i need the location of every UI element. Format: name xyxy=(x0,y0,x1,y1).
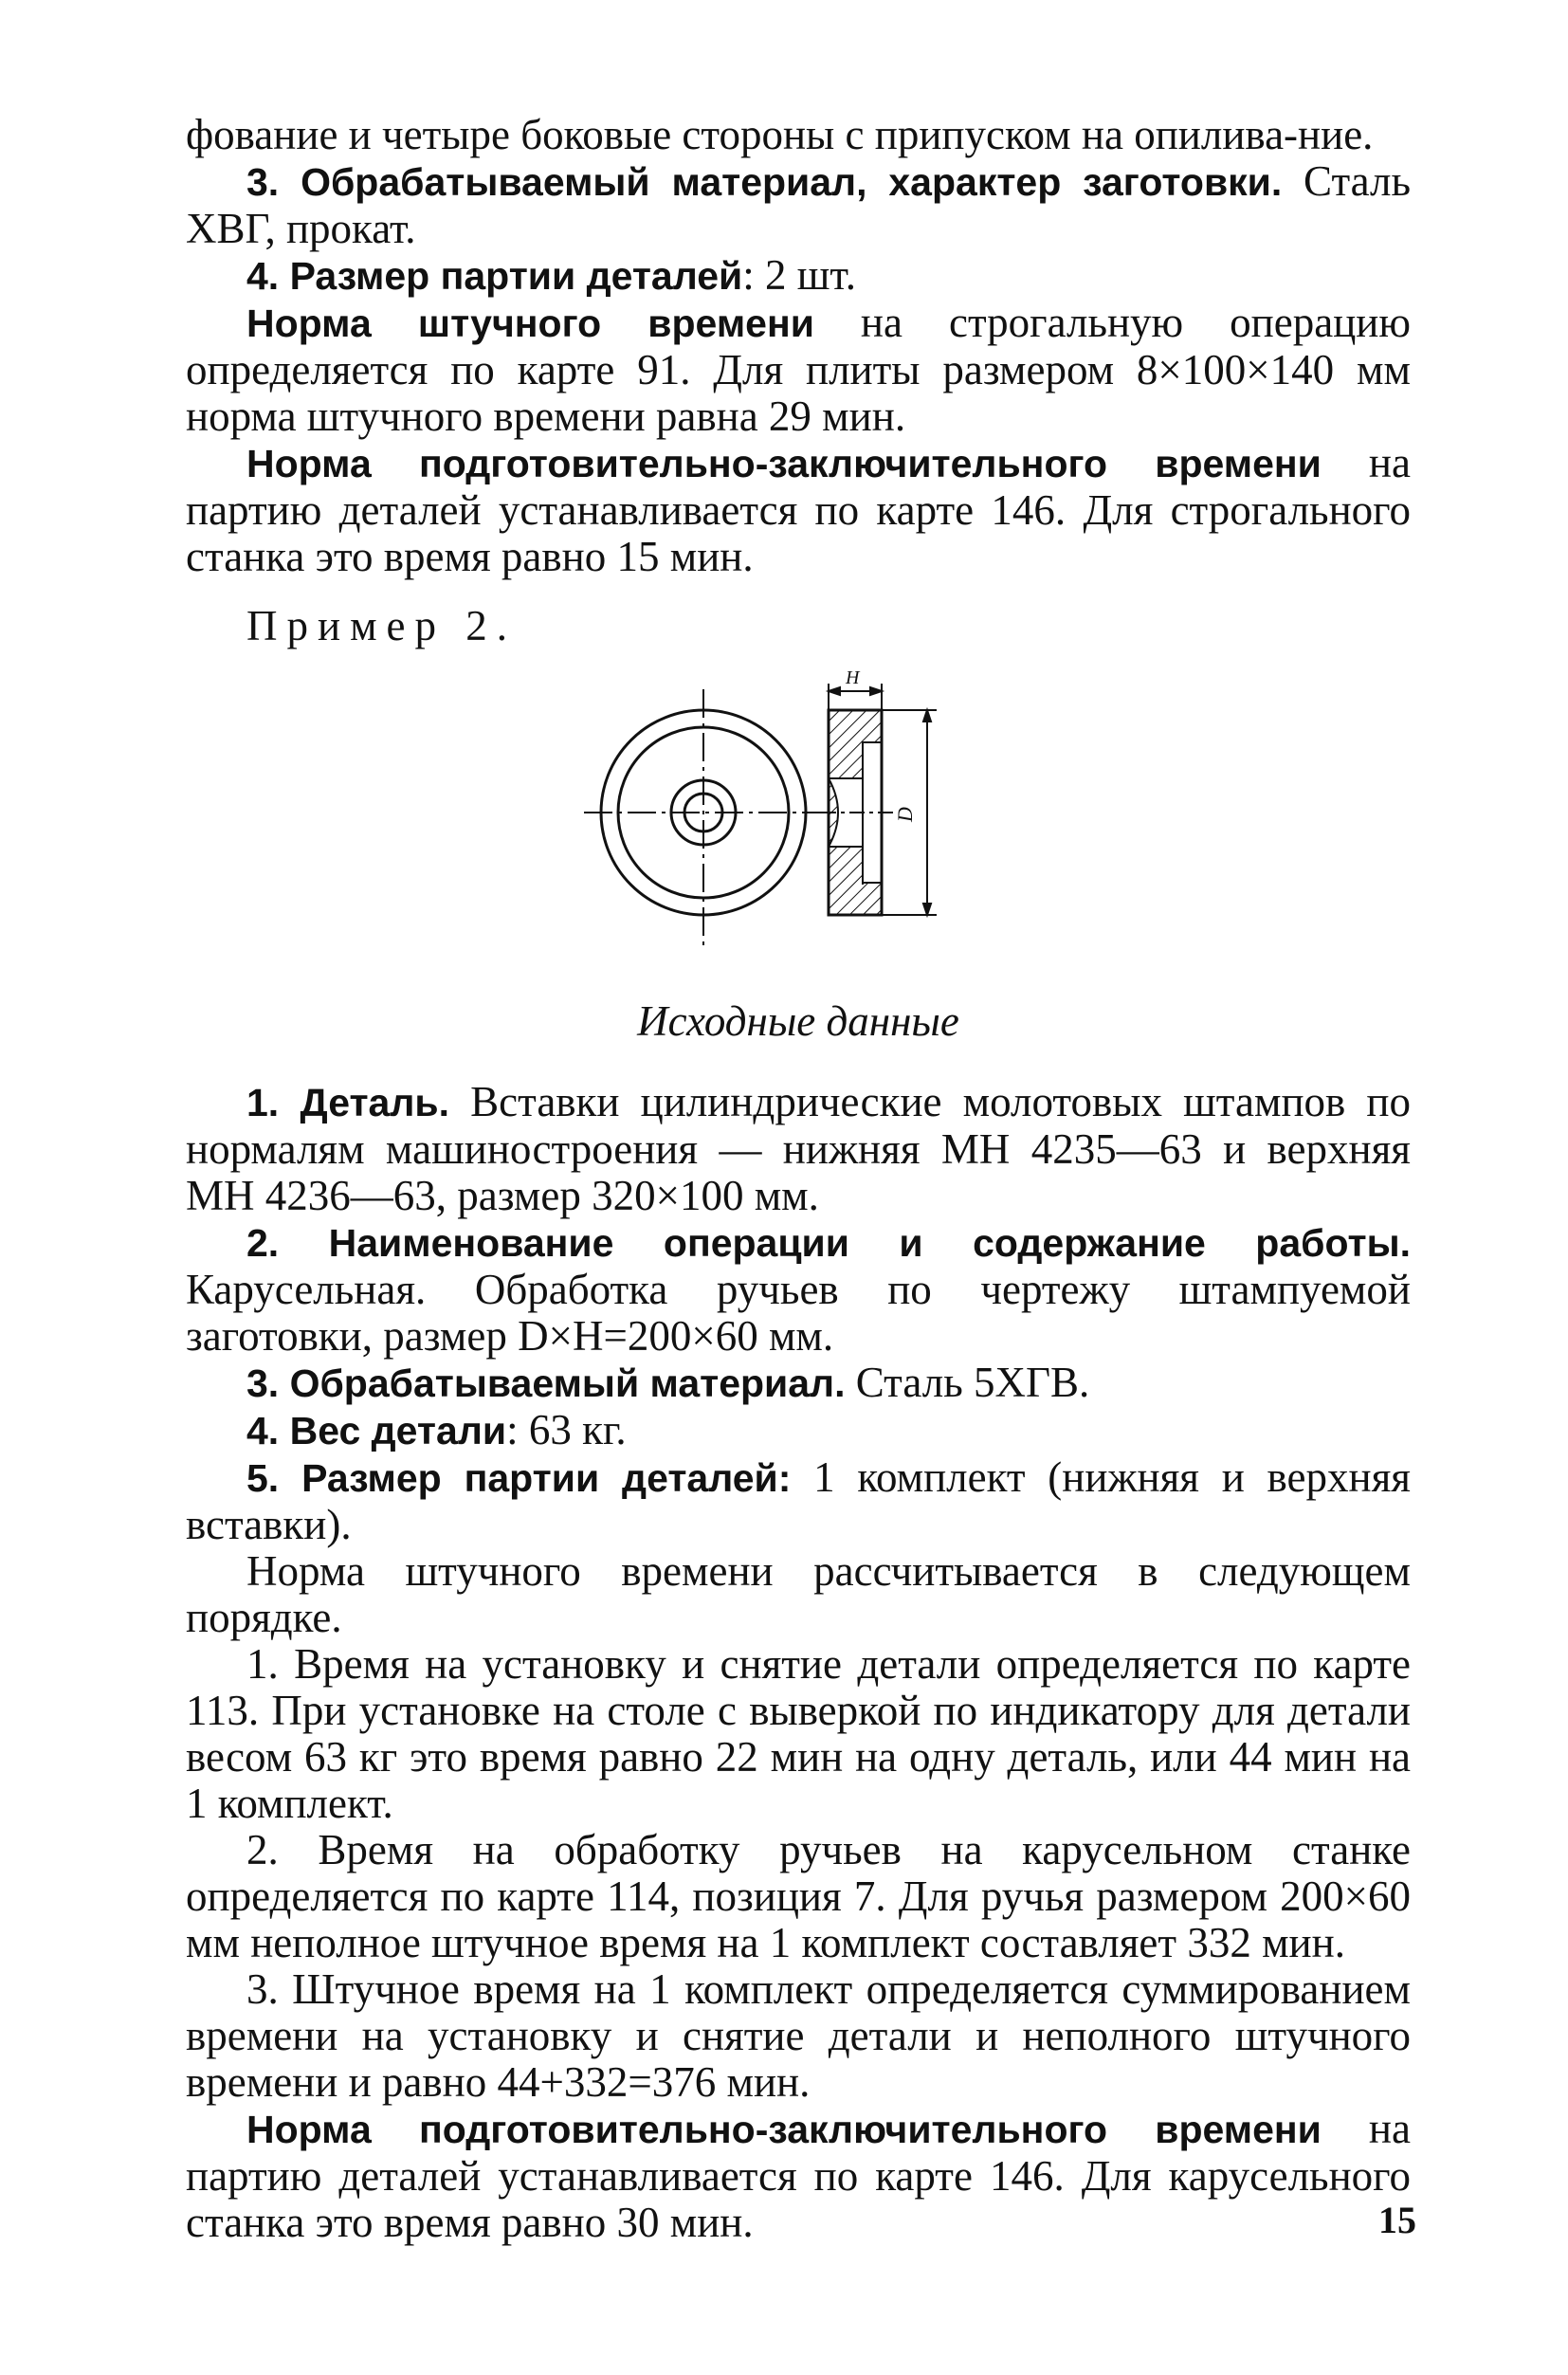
item-3-material xyxy=(186,158,1411,252)
item-3-text: Сталь ХВГ, прокат. xyxy=(186,157,1412,252)
initial-item-2-text: Карусельная. Обработка ручьев по чертежу штампуемой заготовки, размер D×H=200×60 мм. xyxy=(186,1266,1411,1360)
initial-item-5-label: 5. Размер партии деталей: xyxy=(246,1456,792,1500)
norma-piece-time-planing xyxy=(186,300,1411,440)
initial-item-2-label: 2. Наименование операции и содержание работы. xyxy=(246,1221,1411,1265)
initial-item-2 xyxy=(186,1219,1411,1360)
calc-norma-text: на партию деталей устанавливается по карте 146. Для карусельного станка это время равно 30 мин. xyxy=(186,2105,1411,2246)
page-body xyxy=(186,112,1411,2246)
initial-item-4-label: 4. Вес детали xyxy=(246,1409,507,1452)
initial-item-1-text: Вставки цилиндрические молотовых штампов по нормалям машиностроения — нижняя МН 4235—63 и верхняя МН 4236—63, размер 320×100 мм. xyxy=(186,1078,1412,1219)
calc-step-2: 2. Время на обработку ручьев на карусельном станке определяется по карте 114, позиция 7. Для ручья размером 200×60 мм неполное штучное время на 1 комплект составляет 332 мин. xyxy=(186,1826,1411,1966)
calc-norma-prep xyxy=(186,2106,1411,2246)
h-label: H xyxy=(846,670,860,688)
norma-prep-label: Норма подготовительно-заключительного времени xyxy=(246,442,1322,485)
initial-item-3-label: 3. Обрабатываемый материал. xyxy=(246,1361,846,1405)
item-3-label: 3. Обрабатываемый материал, характер заготовки. xyxy=(246,160,1283,204)
initial-item-1-label: 1. Деталь. xyxy=(246,1081,449,1124)
item-4-text: : 2 шт. xyxy=(742,251,856,299)
norma-piece-text: на строгальную операцию определяется по карте 91. Для плиты размером 8×100×140 мм норма штучного времени равна 29 мин. xyxy=(186,299,1411,440)
item-4-label: 4. Размер партии деталей xyxy=(246,254,743,298)
figure-insert-drawing xyxy=(186,670,1411,955)
section-hatch-top xyxy=(829,710,882,778)
item-4-batch-size xyxy=(186,252,1411,300)
d-label: D xyxy=(893,807,917,822)
initial-item-1 xyxy=(186,1079,1411,1219)
section-view xyxy=(821,710,897,915)
initial-item-3-text: Сталь 5ХГВ. xyxy=(845,1359,1090,1406)
initial-item-5 xyxy=(186,1454,1411,1548)
page-number: 15 xyxy=(1378,2199,1416,2241)
initial-item-4-text: : 63 кг. xyxy=(506,1406,627,1453)
initial-item-5-text: 1 комплект (нижняя и верхняя вставки). xyxy=(186,1453,1411,1548)
calc-norma-label: Норма подготовительно-заключительного времени xyxy=(246,2108,1322,2151)
technical-drawing xyxy=(584,670,982,955)
norma-piece-label: Норма штучного времени xyxy=(246,301,814,345)
initial-item-4 xyxy=(186,1407,1411,1454)
norma-prep-time-planing xyxy=(186,440,1411,580)
example-heading: Пример 2. xyxy=(246,602,518,649)
calc-step-1: 1. Время на установку и снятие детали определяется по карте 113. При установке на столе с выверкой по индикатору для детали весом 63 кг это время равно 22 мин на одну деталь, или 44 мин на 1 комплект. xyxy=(186,1640,1411,1827)
norma-prep-text: на партию деталей устанавливается по карте 146. Для строгального станка это время равно 15 мин. xyxy=(186,439,1411,580)
initial-data-caption: Исходные данные xyxy=(637,997,959,1045)
paragraph-continuation: фование и четыре боковые стороны с припуском на опилива-ние. xyxy=(186,111,1374,158)
section-hatch-bottom xyxy=(829,847,882,915)
calc-step-3: 3. Штучное время на 1 комплект определяется суммированием времени на установку и снятие детали и неполного штучного времени и равно 44+332=376 мин. xyxy=(186,1965,1411,2106)
initial-item-3 xyxy=(186,1360,1411,1407)
calc-intro: Норма штучного времени рассчитывается в следующем порядке. xyxy=(186,1547,1411,1641)
